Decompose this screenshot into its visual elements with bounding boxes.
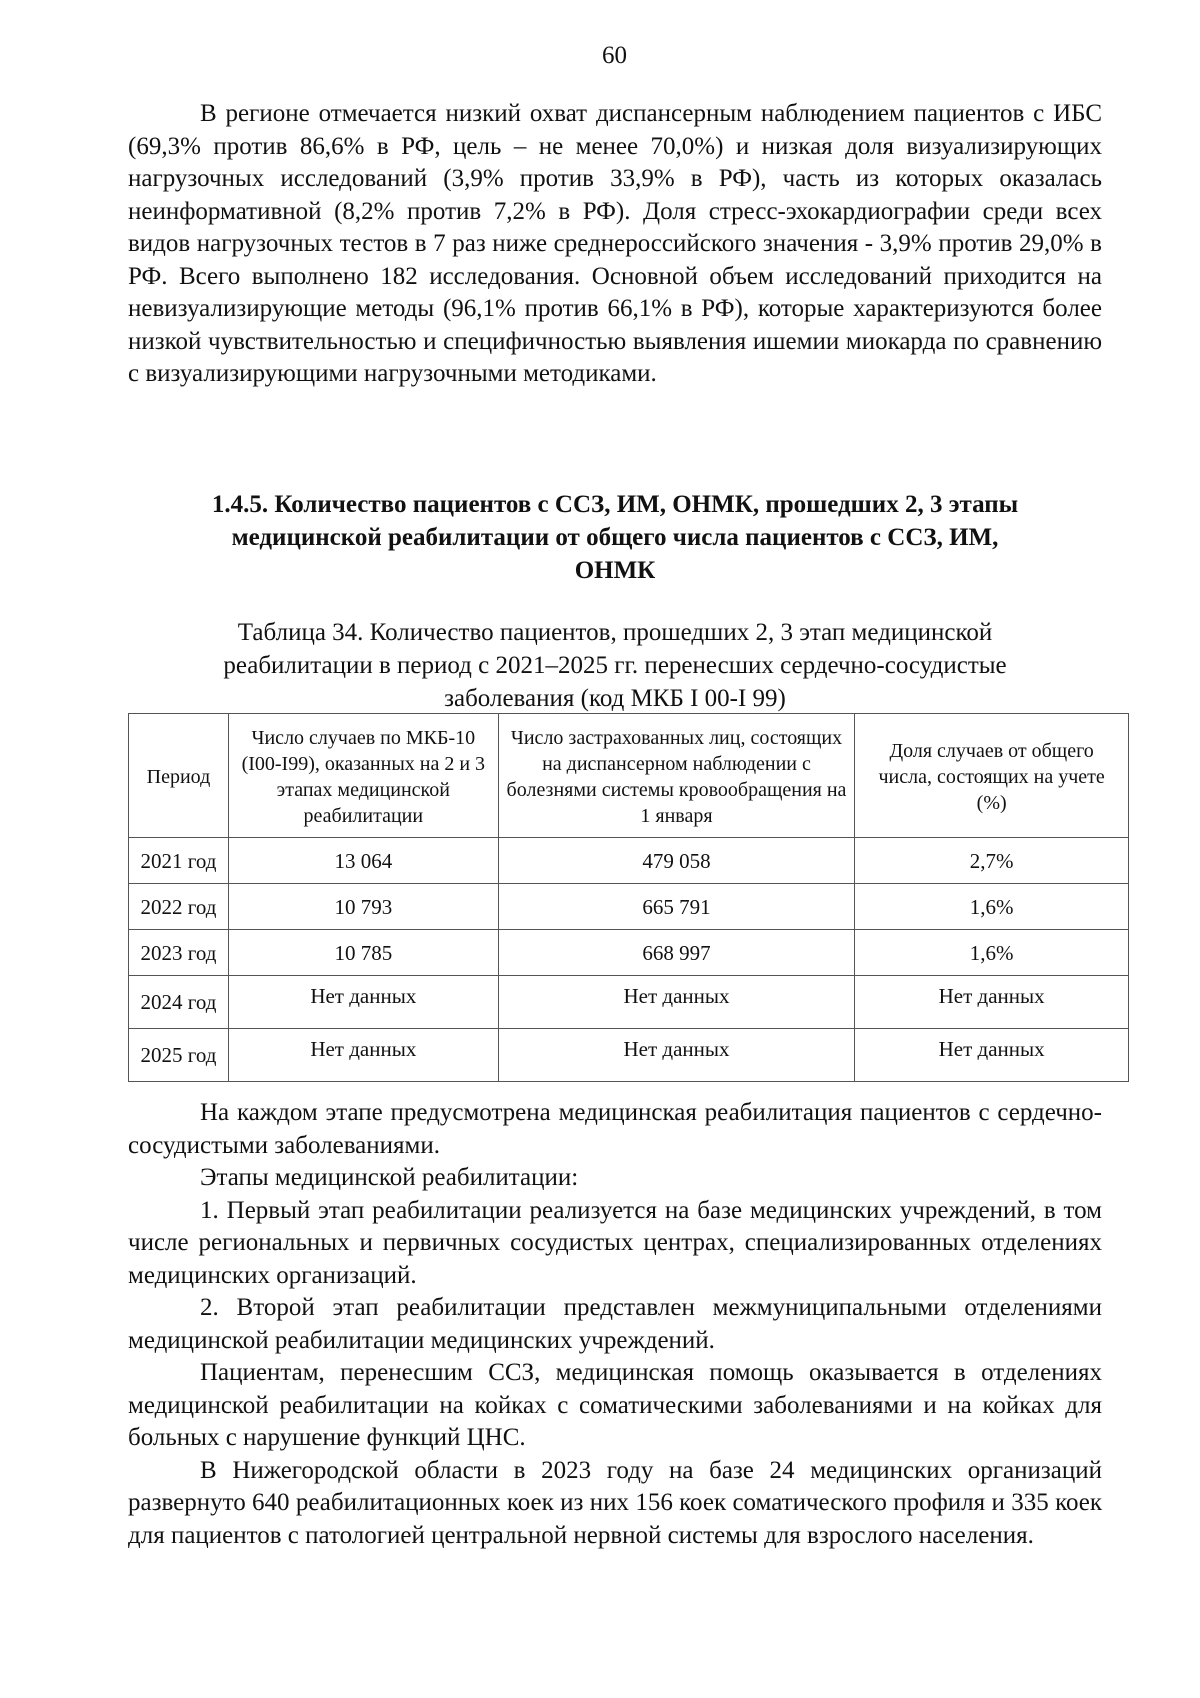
table-caption-line-1: Таблица 34. Количество пациентов, прошедших 2, 3 этап медицинской [237, 619, 993, 646]
cell-insured: 479 058 [498, 838, 855, 884]
intro-paragraph: В регионе отмечается низкий охват диспансерным наблюдением пациентов с ИБС (69,3% против 86,6% в РФ, цель – не менее 70,0%) и низкая доля визуализирующих нагрузочных исследований (3,9% против 33,9% в РФ), часть из которых оказалась неинформативной (8,2% против 7,2% в РФ). Доля стресс-эхокардиографии среди всех видов нагрузочных тестов в 7 раз ниже среднероссийского значения - 3,9% против 29,0% в РФ. Всего выполнено 182 исследования. Основной объем исследований приходится на невизуализирующие методы (96,1% против 66,1% в РФ), которые характеризуются более низкой чувствительностью и специфичностью выявления ишемии миокарда по сравнению с визуализирующими нагрузочными методиками. [128, 100, 1102, 387]
header-share: Доля случаев от общего числа, состоящих на учете (%) [855, 714, 1129, 838]
table-header-row [129, 714, 1129, 838]
section-heading [150, 488, 1080, 587]
body-paragraph: Пациентам, перенесшим ССЗ, медицинская помощь оказывается в отделениях медицинской реабилитации на койках с соматическими заболеваниями и на койках для больных с нарушение функций ЦНС. [128, 1359, 1102, 1451]
cell-cases: 10 793 [228, 884, 498, 930]
cell-cases: 13 064 [228, 838, 498, 884]
cell-period: 2023 год [129, 930, 229, 976]
section-heading-line-2: медицинской реабилитации от общего числа пациентов с ССЗ, ИМ, [231, 524, 999, 551]
header-period: Период [129, 714, 229, 838]
cell-share: 1,6% [855, 884, 1129, 930]
table-row [129, 1029, 1129, 1082]
cell-period: 2024 год [129, 976, 229, 1029]
cell-insured: Нет данных [498, 976, 855, 1029]
cell-insured: Нет данных [498, 1029, 855, 1082]
body-paragraph: 1. Первый этап реабилитации реализуется на базе медицинских учреждений, в том числе региональных и первичных сосудистых центрах, специализированных отделениях медицинских организаций. [128, 1196, 1102, 1289]
table-row [129, 976, 1129, 1029]
cell-cases: 10 785 [228, 930, 498, 976]
table-caption-line-2: реабилитации в период с 2021–2025 гг. перенесших сердечно-сосудистые [223, 652, 1007, 679]
cell-period: 2025 год [129, 1029, 229, 1082]
section-heading-line-3: ОНМК [574, 557, 656, 584]
body-paragraph: На каждом этапе предусмотрена медицинская реабилитация пациентов с сердечно-сосудистыми заболеваниями. [128, 1099, 1102, 1159]
cell-share: 1,6% [855, 930, 1129, 976]
body-section [128, 1097, 1102, 1552]
intro-section [128, 98, 1102, 391]
header-cases: Число случаев по МКБ-10 (I00-I99), оказанных на 2 и 3 этапах медицинской реабилитации [228, 714, 498, 838]
table-row [129, 930, 1129, 976]
cell-cases: Нет данных [228, 976, 498, 1029]
cell-insured: 665 791 [498, 884, 855, 930]
table-caption-line-3: заболевания (код МКБ I 00-I 99) [444, 685, 786, 712]
cell-share: Нет данных [855, 976, 1129, 1029]
cell-share: Нет данных [855, 1029, 1129, 1082]
body-paragraph: Этапы медицинской реабилитации: [200, 1164, 579, 1191]
section-heading-line-1: 1.4.5. Количество пациентов с ССЗ, ИМ, ОНМК, прошедших 2, 3 этапы [211, 491, 1019, 518]
header-insured: Число застрахованных лиц, состоящих на диспансерном наблюдении с болезнями системы кровообращения на 1 января [498, 714, 855, 838]
body-paragraph: В Нижегородской области в 2023 году на базе 24 медицинских организаций развернуто 640 реабилитационных коек из них 156 коек соматического профиля и 335 коек для пациентов с патологией центральной нервной системы для взрослого населения. [128, 1456, 1102, 1549]
cell-share: 2,7% [855, 838, 1129, 884]
table-row [129, 884, 1129, 930]
rehabilitation-table [128, 713, 1129, 1082]
cell-insured: 668 997 [498, 930, 855, 976]
table-caption [128, 616, 1102, 715]
table-row [129, 838, 1129, 884]
cell-period: 2021 год [129, 838, 229, 884]
body-paragraph: 2. Второй этап реабилитации представлен межмуниципальными отделениями медицинской реабилитации медицинских учреждений. [128, 1294, 1102, 1354]
page-number: 60 [602, 42, 627, 69]
cell-period: 2022 год [129, 884, 229, 930]
cell-cases: Нет данных [228, 1029, 498, 1082]
